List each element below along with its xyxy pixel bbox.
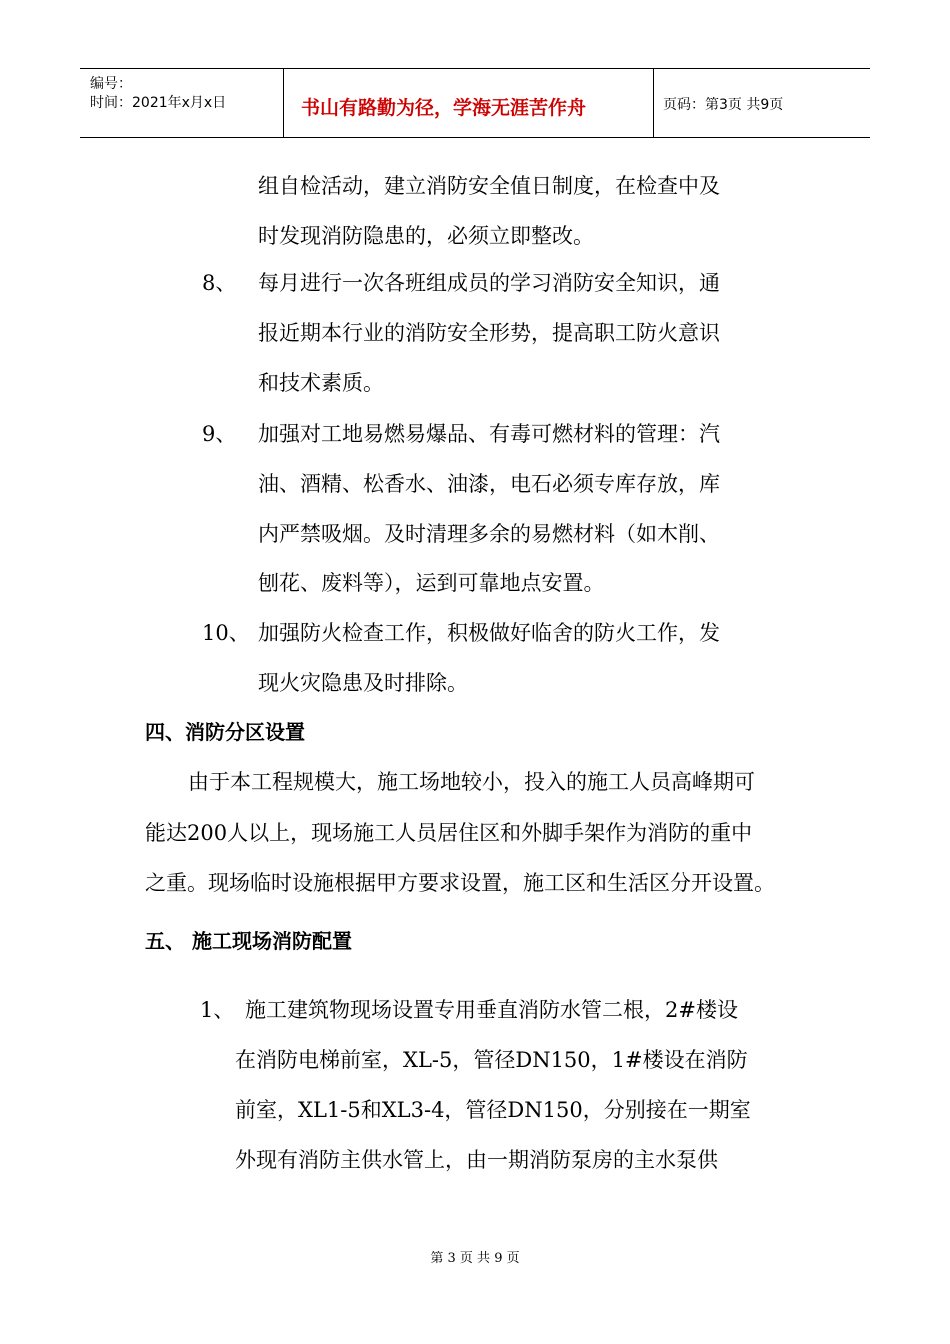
item10-number: 10、: [202, 621, 250, 645]
section4-heading: 四、消防分区设置: [145, 720, 305, 744]
item9-line-4: 刨花、废料等），运到可靠地点安置。: [258, 571, 605, 595]
section5-item1-line-2: 在消防电梯前室，XL-5，管径DN150，1#楼设在消防: [235, 1048, 748, 1072]
item7-line-2: 时发现消防隐患的，必须立即整改。: [258, 224, 594, 248]
section4-line-3: 之重。现场临时设施根据甲方要求设置，施工区和生活区分开设置。: [145, 871, 775, 895]
header-motto-cell: [283, 69, 654, 137]
item8-number: 8、: [202, 271, 237, 295]
item9-line-1: 加强对工地易燃易爆品、有毒可燃材料的管理：汽: [258, 422, 720, 446]
section5-item1-line-4: 外现有消防主供水管上，由一期消防泵房的主水泵供: [235, 1148, 718, 1172]
item9-number: 9、: [202, 422, 237, 446]
item9-line-2: 油、酒精、松香水、油漆，电石必须专库存放，库: [258, 472, 720, 496]
page-header: [80, 68, 870, 138]
section5-item1-line-3: 前室，XL1-5和XL3-4，管径DN150，分别接在一期室: [235, 1098, 751, 1122]
section5-item1-number: 1、: [200, 998, 235, 1022]
item8-line-1: 每月进行一次各班组成员的学习消防安全知识，通: [258, 271, 720, 295]
section5-item1-line-1: 施工建筑物现场设置专用垂直消防水管二根，2#楼设: [245, 998, 738, 1022]
header-info-cell: [80, 69, 284, 137]
section4-line-1: 由于本工程规模大，施工场地较小，投入的施工人员高峰期可: [188, 770, 755, 794]
item9-line-3: 内严禁吸烟。及时清理多余的易燃材料（如木削、: [258, 522, 720, 546]
header-motto: 书山有路勤为径，学海无涯苦作舟: [301, 97, 587, 119]
section4-line-2: 能达200人以上，现场施工人员居住区和外脚手架作为消防的重中: [145, 821, 753, 845]
item8-line-2: 报近期本行业的消防安全形势，提高职工防火意识: [258, 321, 720, 345]
section5-heading: 五、 施工现场消防配置: [145, 929, 352, 953]
header-page-info: 页码：第3页 共9页: [663, 97, 784, 113]
document-number-label: 编号：: [90, 76, 132, 92]
document-time-label: 时间：2021年x月x日: [90, 95, 227, 111]
item10-line-2: 现火灾隐患及时排除。: [258, 671, 468, 695]
item10-line-1: 加强防火检查工作，积极做好临舍的防火工作，发: [258, 621, 720, 645]
page-footer: 第 3 页 共 9 页: [430, 1251, 520, 1266]
header-page-cell: [653, 69, 870, 137]
item7-line-1: 组自检活动，建立消防安全值日制度，在检查中及: [258, 174, 720, 198]
item8-line-3: 和技术素质。: [258, 371, 384, 395]
